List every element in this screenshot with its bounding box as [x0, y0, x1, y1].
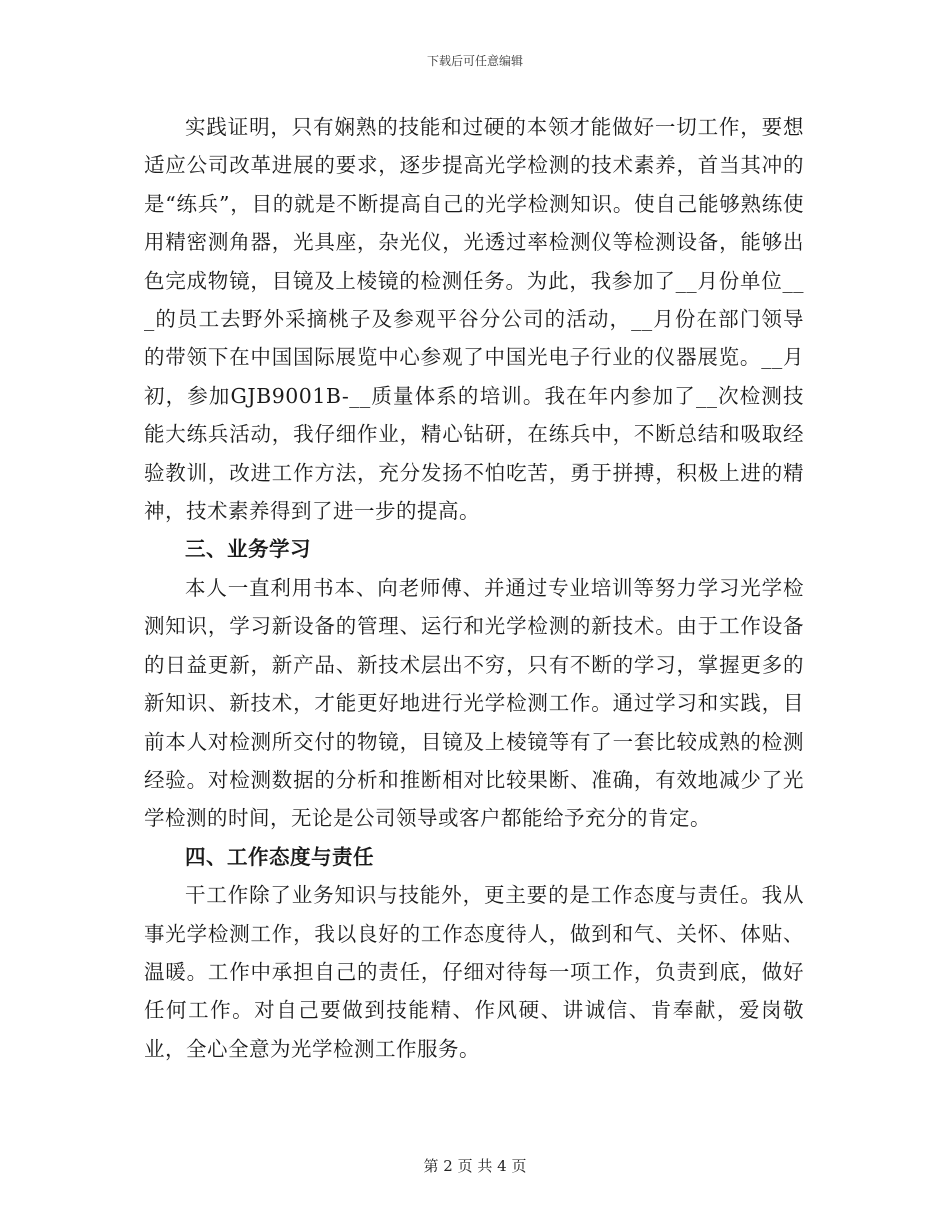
paragraph-attitude: 干工作除了业务知识与技能外，更主要的是工作态度与责任。我从事光学检测工作，我以良好的工作态度待人，做到和气、关怀、体贴、温暖。工作中承担自己的责任，仔细对待每一项工作，负责到底，做好任何工作。对自己要做到技能精、作风硬、讲诚信、肯奉献，爱岗敬业，全心全意为光学检测工作服务。 [144, 883, 804, 1061]
header-note: 下载后可任意编辑 [426, 54, 523, 68]
paragraph-business-study: 本人一直利用书本、向老师傅、并通过专业培训等努力学习光学检测知识，学习新设备的管理、运行和光学检测的新技术。由于工作设备的日益更新，新产品、新技术层出不穷，只有不断的学习，掌握更多的新知识、新技术，才能更好地进行光学检测工作。通过学习和实践，目前本人对检测所交付的物镜，目镜及上棱镜等有了一套比较成熟的检测经验。对检测数据的分析和推断相对比较果断、准确，有效地减少了光学检测的时间，无论是公司领导或客户都能给予充分的肯定。 [144, 575, 804, 831]
document-body [144, 108, 804, 1068]
section-heading-business-study: 三、业务学习 [185, 537, 311, 562]
section-heading-attitude: 四、工作态度与责任 [185, 844, 374, 869]
paragraph-practice: 实践证明，只有娴熟的技能和过硬的本领才能做好一切工作，要想适应公司改革进展的要求，逐步提高光学检测的技术素养，首当其冲的是“练兵”，目的就是不断提高自己的光学检测知识。使自己能够熟练使用精密测角器，光具座，杂光仪，光透过率检测仪等检测设备，能够出色完成物镜，目镜及上棱镜的检测任务。为此，我参加了__月份单位___的员工去野外采摘桃子及参观平谷分公司的活动，__月份在部门领导的带领下在中国国际展览中心参观了中国光电子行业的仪器展览。__月初，参加GJB9001B-__质量体系的培训。我在年内参加了__次检测技能大练兵活动，我仔细作业，精心钻研，在练兵中，不断总结和吸取经验教训，改进工作方法，充分发扬不怕吃苦，勇于拼搏，积极上进的精神，技术素养得到了进一步的提高。 [144, 115, 804, 524]
page-number: 第 2 页 共 4 页 [423, 1157, 527, 1175]
